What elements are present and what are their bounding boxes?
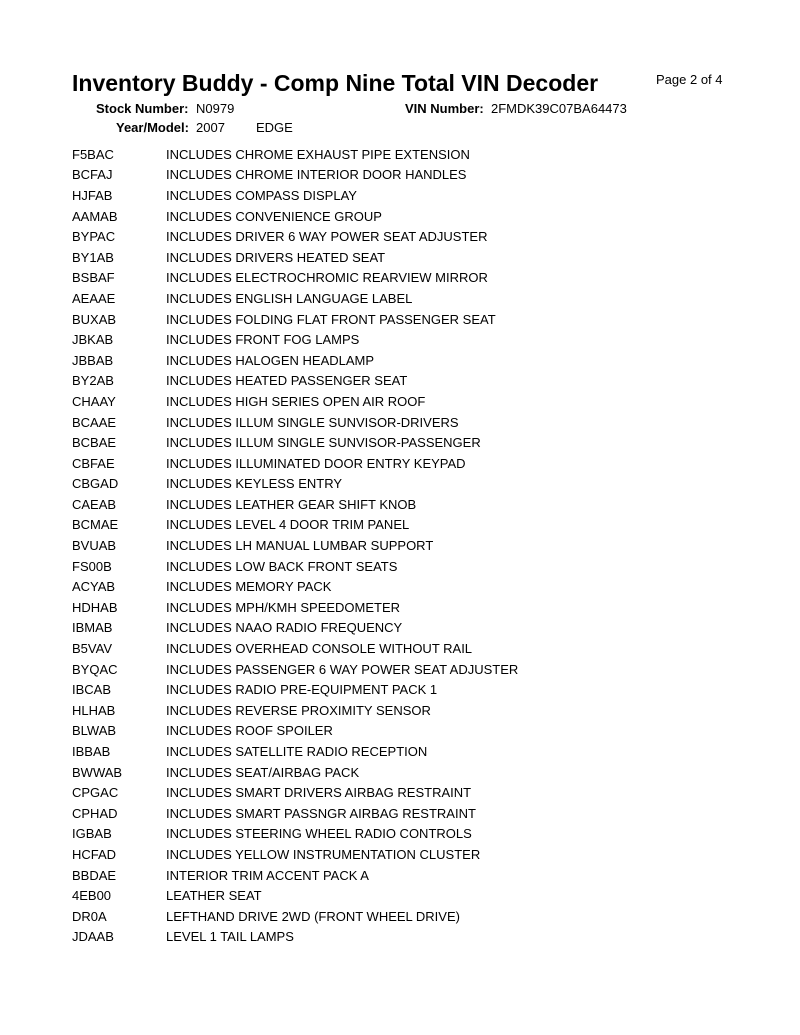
page-indicator: Page 2 of 4	[656, 72, 723, 87]
option-code: HCFAD	[72, 846, 117, 862]
option-description: INCLUDES SMART PASSNGR AIRBAG RESTRAINT	[166, 805, 476, 821]
vin-number-value: 2FMDK39C07BA64473	[491, 101, 627, 116]
option-row	[72, 824, 752, 845]
option-code: AAMAB	[72, 208, 118, 224]
option-row	[72, 906, 752, 927]
option-row	[72, 268, 752, 289]
option-description: INCLUDES PASSENGER 6 WAY POWER SEAT ADJUSTER	[166, 661, 519, 677]
option-description: INCLUDES STEERING WHEEL RADIO CONTROLS	[166, 826, 472, 842]
option-description: INCLUDES LEVEL 4 DOOR TRIM PANEL	[166, 517, 410, 533]
option-code: CHAAY	[72, 393, 116, 409]
option-code: CAEAB	[72, 496, 117, 512]
option-row	[72, 432, 752, 453]
option-code: FS00B	[72, 558, 112, 574]
option-row	[72, 494, 752, 515]
model-value: EDGE	[256, 120, 293, 135]
option-description: INTERIOR TRIM ACCENT PACK A	[166, 867, 369, 883]
option-description: INCLUDES SMART DRIVERS AIRBAG RESTRAINT	[166, 785, 472, 801]
option-row	[72, 474, 752, 495]
option-code: BYQAC	[72, 661, 118, 677]
option-description: INCLUDES KEYLESS ENTRY	[166, 476, 343, 492]
option-description: INCLUDES SATELLITE RADIO RECEPTION	[166, 744, 428, 760]
option-row	[72, 844, 752, 865]
option-code: CPHAD	[72, 805, 118, 821]
option-code: F5BAC	[72, 146, 114, 162]
option-row	[72, 350, 752, 371]
option-code: B5VAV	[72, 641, 112, 657]
option-code: IBMAB	[72, 620, 113, 636]
option-code: DR0A	[72, 908, 107, 924]
option-row	[72, 741, 752, 762]
option-description: INCLUDES REVERSE PROXIMITY SENSOR	[166, 702, 431, 718]
option-row	[72, 638, 752, 659]
option-description: INCLUDES LEATHER GEAR SHIFT KNOB	[166, 496, 417, 512]
option-description: INCLUDES NAAO RADIO FREQUENCY	[166, 620, 403, 636]
option-description: INCLUDES FOLDING FLAT FRONT PASSENGER SEAT	[166, 311, 496, 327]
option-row	[72, 721, 752, 742]
option-row	[72, 226, 752, 247]
option-description: INCLUDES YELLOW INSTRUMENTATION CLUSTER	[166, 846, 481, 862]
option-row	[72, 247, 752, 268]
option-description: INCLUDES CONVENIENCE GROUP	[166, 208, 382, 224]
stock-number-value: N0979	[196, 101, 235, 116]
option-row	[72, 412, 752, 433]
option-code: HLHAB	[72, 702, 116, 718]
option-description: INCLUDES OVERHEAD CONSOLE WITHOUT RAIL	[166, 641, 473, 657]
option-code: CBFAE	[72, 455, 115, 471]
option-code: BCMAE	[72, 517, 119, 533]
option-description: INCLUDES FRONT FOG LAMPS	[166, 332, 360, 348]
option-description: INCLUDES HIGH SERIES OPEN AIR ROOF	[166, 393, 426, 409]
option-row	[72, 453, 752, 474]
option-row	[72, 803, 752, 824]
option-row	[72, 391, 752, 412]
option-code: ACYAB	[72, 579, 116, 595]
option-description: INCLUDES ILLUM SINGLE SUNVISOR-PASSENGER	[166, 435, 481, 451]
option-description: INCLUDES CHROME INTERIOR DOOR HANDLES	[166, 167, 467, 183]
option-description: INCLUDES MPH/KMH SPEEDOMETER	[166, 599, 401, 615]
option-code: BY2AB	[72, 373, 114, 389]
option-code: IGBAB	[72, 826, 112, 842]
option-code: IBCAB	[72, 682, 112, 698]
option-code: BCBAE	[72, 435, 117, 451]
option-row	[72, 371, 752, 392]
option-description: INCLUDES ILLUM SINGLE SUNVISOR-DRIVERS	[166, 414, 459, 430]
year-model-label: Year/Model:	[116, 120, 189, 135]
option-code: BVUAB	[72, 538, 117, 554]
option-description: INCLUDES DRIVER 6 WAY POWER SEAT ADJUSTER	[166, 229, 488, 245]
option-row	[72, 782, 752, 803]
vin-number-label: VIN Number:	[405, 101, 484, 116]
option-description: INCLUDES DRIVERS HEATED SEAT	[166, 249, 386, 265]
option-row	[72, 597, 752, 618]
option-code: BLWAB	[72, 723, 117, 739]
option-row	[72, 927, 752, 948]
option-code: BBDAE	[72, 867, 117, 883]
option-row	[72, 206, 752, 227]
option-row	[72, 618, 752, 639]
option-code: IBBAB	[72, 744, 111, 760]
option-row	[72, 700, 752, 721]
option-code: JDAAB	[72, 929, 114, 945]
option-code: BCFAJ	[72, 167, 113, 183]
option-row	[72, 762, 752, 783]
option-row	[72, 679, 752, 700]
stock-number-label: Stock Number:	[96, 101, 189, 116]
option-code: BCAAE	[72, 414, 117, 430]
option-description: INCLUDES ENGLISH LANGUAGE LABEL	[166, 290, 413, 306]
option-code: JBBAB	[72, 352, 114, 368]
option-code: AEAAE	[72, 290, 116, 306]
option-code: BWWAB	[72, 764, 123, 780]
option-row	[72, 288, 752, 309]
option-row	[72, 144, 752, 165]
option-row	[72, 329, 752, 350]
option-description: LEATHER SEAT	[166, 888, 262, 904]
option-code: BYPAC	[72, 229, 116, 245]
option-row	[72, 659, 752, 680]
option-code: BUXAB	[72, 311, 117, 327]
option-description: INCLUDES SEAT/AIRBAG PACK	[166, 764, 360, 780]
option-code: HDHAB	[72, 599, 118, 615]
option-description: INCLUDES COMPASS DISPLAY	[166, 187, 357, 203]
option-code: CBGAD	[72, 476, 119, 492]
option-code: BY1AB	[72, 249, 114, 265]
option-description: INCLUDES LH MANUAL LUMBAR SUPPORT	[166, 538, 434, 554]
option-row	[72, 865, 752, 886]
option-description: LEVEL 1 TAIL LAMPS	[166, 929, 294, 945]
year-value: 2007	[196, 120, 225, 135]
option-row	[72, 535, 752, 556]
option-row	[72, 309, 752, 330]
option-code: BSBAF	[72, 270, 115, 286]
page-title: Inventory Buddy - Comp Nine Total VIN Decoder	[72, 70, 599, 96]
option-row	[72, 556, 752, 577]
option-description: LEFTHAND DRIVE 2WD (FRONT WHEEL DRIVE)	[166, 908, 460, 924]
option-description: INCLUDES HALOGEN HEADLAMP	[166, 352, 375, 368]
option-code: CPGAC	[72, 785, 119, 801]
option-description: INCLUDES CHROME EXHAUST PIPE EXTENSION	[166, 146, 470, 162]
option-code: 4EB00	[72, 888, 112, 904]
option-row	[72, 576, 752, 597]
option-row	[72, 185, 752, 206]
option-description: INCLUDES RADIO PRE-EQUIPMENT PACK 1	[166, 682, 438, 698]
option-description: INCLUDES ROOF SPOILER	[166, 723, 333, 739]
option-description: INCLUDES HEATED PASSENGER SEAT	[166, 373, 408, 389]
option-description: INCLUDES MEMORY PACK	[166, 579, 332, 595]
options-list	[72, 144, 752, 947]
option-row	[72, 165, 752, 186]
option-code: JBKAB	[72, 332, 114, 348]
option-description: INCLUDES ILLUMINATED DOOR ENTRY KEYPAD	[166, 455, 466, 471]
option-code: HJFAB	[72, 187, 113, 203]
option-description: INCLUDES LOW BACK FRONT SEATS	[166, 558, 398, 574]
option-row	[72, 885, 752, 906]
option-row	[72, 515, 752, 536]
option-description: INCLUDES ELECTROCHROMIC REARVIEW MIRROR	[166, 270, 488, 286]
